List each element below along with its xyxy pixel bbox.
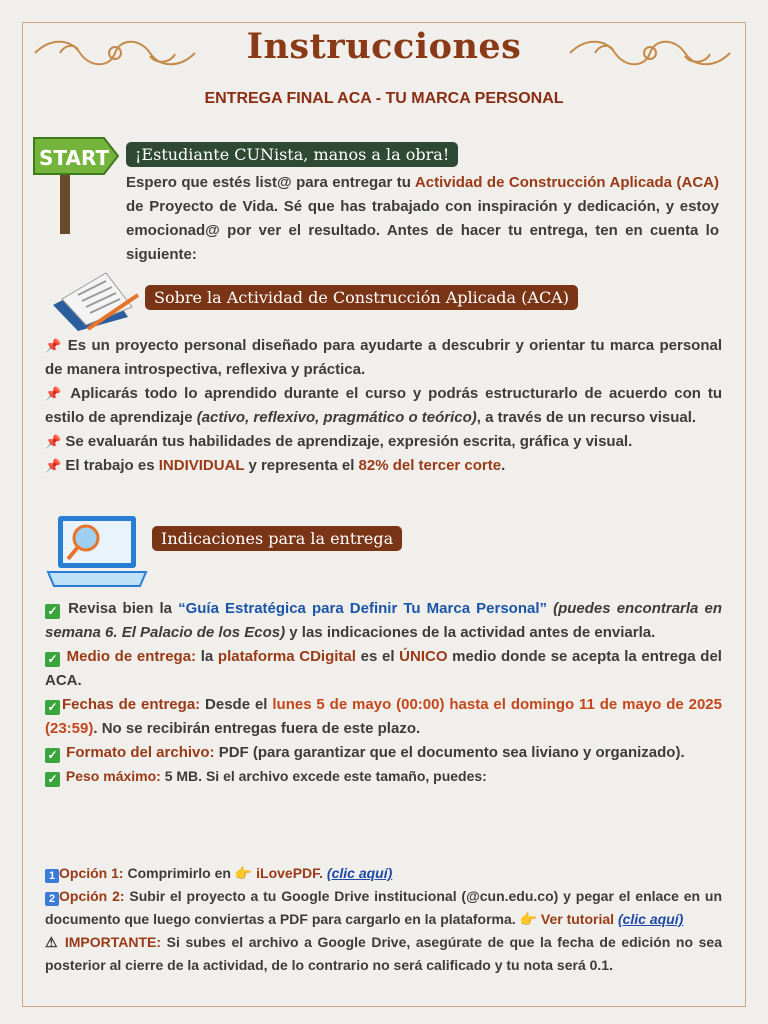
delivery-list [45, 597, 722, 788]
list-item: ✓ Formato del archivo: PDF (para garantizar que el documento sea liviano y organizado). [45, 741, 722, 765]
list-item: ✓ Peso máximo: 5 MB. Si el archivo excede este tamaño, puedes: [45, 765, 722, 788]
check-icon: ✓ [45, 700, 60, 715]
tutorial-link[interactable]: (clic aquí) [617, 911, 684, 927]
page-subtitle: ENTREGA FINAL ACA - TU MARCA PERSONAL [204, 90, 564, 107]
option-1: 1 Opción 1: Comprimirlo en 👉 iLovePDF. (clic aquí) [45, 862, 722, 885]
pin-icon: 📌 [45, 458, 62, 473]
page-title: Instrucciones [246, 26, 522, 67]
about-heading: Sobre la Actividad de Construcción Aplicada (ACA) [145, 285, 578, 310]
list-item: 📌 El trabajo es INDIVIDUAL y representa el 82% del tercer corte. [45, 457, 506, 474]
check-icon: ✓ [45, 772, 60, 787]
start-sign-icon [32, 132, 122, 236]
options-list [45, 862, 722, 977]
check-icon: ✓ [45, 748, 60, 763]
warning-icon: ⚠ [45, 934, 65, 950]
intro-heading: ¡Estudiante CUNista, manos a la obra! [126, 142, 458, 167]
pointing-hand-icon: 👉 [519, 911, 541, 927]
list-item: 📌 Se evaluarán tus habilidades de aprendizaje, expresión escrita, gráfica y visual. [45, 433, 633, 450]
delivery-heading: Indicaciones para la entrega [152, 526, 402, 551]
check-icon: ✓ [45, 604, 60, 619]
list-item: 📌 Es un proyecto personal diseñado para ayudarte a descubrir y orientar tu marca personal de manera introspectiva, reflexiva y práctica. [45, 337, 723, 378]
ilovepdf-link[interactable]: (clic aquí) [326, 865, 393, 881]
option-2: 2 Opción 2: Subir el proyecto a tu Google Drive institucional (@cun.edu.co) y pegar el enlace en un documento que luego conviertas a PDF para cargarlo en la plataforma. 👉 Ver tutorial (clic aquí) [45, 888, 722, 927]
pin-icon: 📌 [45, 434, 62, 449]
number-2-icon: 2 [45, 892, 59, 906]
laptop-search-icon [46, 514, 150, 590]
start-sign-text: START [39, 146, 110, 170]
intro-paragraph: Espero que estés list@ para entregar tu Actividad de Construcción Aplicada (ACA) de Proyecto de Vida. Sé que has trabajado con inspiración y dedicación, y estoy emocionad@ por ver el resultado. Antes de hacer tu entrega, ten en cuenta lo siguiente: [126, 174, 719, 263]
list-item: ✓ Medio de entrega: la plataforma CDigital es el ÚNICO medio donde se acepta la entrega del ACA. [45, 648, 722, 689]
list-item: 📌 Aplicarás todo lo aprendido durante el curso y podrás estructurarlo de acuerdo con tu estilo de aprendizaje (activo, reflexivo, pragmático o teórico), a través de un recurso visual. [45, 385, 722, 426]
list-item: ✓ Fechas de entrega: Desde el lunes 5 de mayo (00:00) hasta el domingo 11 de mayo de 2025 (23:59). No se recibirán entregas fuera de este plazo. [45, 696, 722, 737]
check-icon: ✓ [45, 652, 60, 667]
about-list [45, 334, 722, 478]
list-item: ✓ Revisa bien la “Guía Estratégica para Definir Tu Marca Personal” (puedes encontrarla en semana 6. El Palacio de los Ecos) y las indicaciones de la actividad antes de enviarla. [45, 600, 722, 641]
pin-icon: 📌 [45, 338, 63, 353]
number-1-icon: 1 [45, 869, 59, 883]
documents-icon [48, 265, 143, 333]
pointing-hand-icon: 👉 [234, 865, 257, 881]
important-note: ⚠ IMPORTANTE: Si subes el archivo a Google Drive, asegúrate de que la fecha de edición no sea posterior al cierre de la actividad, de lo contrario no será calificado y tu nota será 0.1. [45, 934, 722, 973]
pin-icon: 📌 [45, 386, 64, 401]
